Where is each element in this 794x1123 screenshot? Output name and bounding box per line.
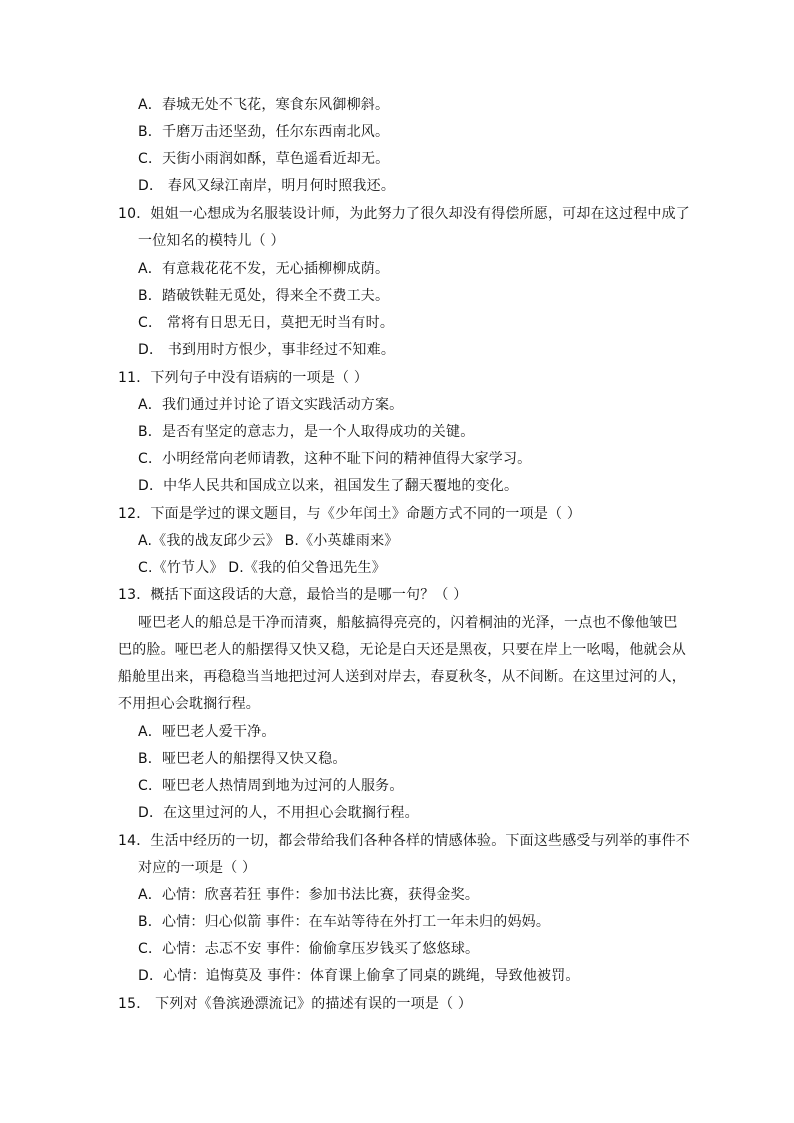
q11-option-a: A．我们通过并讨论了语文实践活动方案。 — [138, 397, 404, 413]
q13-passage-line-2: 巴的脸。哑巴老人的船摆得又快又稳，无论是白天还是黑夜，只要在岸上一吆喝，他就会从 — [118, 642, 686, 658]
q13-passage-line-3: 船舱里出来，再稳稳当当地把过河人送到对岸去，春夏秋冬，从不间断。在这里过河的人， — [118, 669, 686, 685]
q9-option-c: C．天街小雨润如酥，草色遥看近却无。 — [138, 151, 390, 167]
q13-option-c: C．哑巴老人热情周到地为过河的人服务。 — [138, 778, 404, 794]
q12-options-cd: C.《竹节人》 D.《我的伯父鲁迅先生》 — [138, 560, 386, 576]
q13-passage-line-4: 不用担心会耽搁行程。 — [118, 696, 260, 712]
q14-stem-cont: 对应的一项是（ ） — [138, 860, 257, 876]
q11-option-b: B．是否有坚定的意志力，是一个人取得成功的关键。 — [138, 424, 475, 440]
q14-option-d: D．心情：追悔莫及 事件：体育课上偷拿了同桌的跳绳，导致他被罚。 — [138, 968, 580, 984]
q13-option-b: B．哑巴老人的船摆得又快又稳。 — [138, 751, 347, 767]
q10-option-a: A．有意栽花花不发，无心插柳柳成荫。 — [138, 261, 390, 277]
q14-stem: 14．生活中经历的一切，都会带给我们各种各样的情感体验。下面这些感受与列举的事件不 — [118, 833, 691, 849]
q10-option-b: B．踏破铁鞋无觅处，得来全不费工夫。 — [138, 288, 390, 304]
q13-option-d: D．在这里过河的人，不用担心会耽搁行程。 — [138, 805, 419, 821]
q9-option-d: D． 春风又绿江南岸，明月何时照我还。 — [138, 178, 396, 194]
q11-option-d: D．中华人民共和国成立以来，祖国发生了翻天覆地的变化。 — [138, 478, 519, 494]
q13-option-a: A．哑巴老人爱干净。 — [138, 724, 276, 740]
q11-stem: 11．下列句子中没有语病的一项是（ ） — [118, 370, 369, 386]
q14-option-a: A．心情：欣喜若狂 事件：参加书法比赛，获得金奖。 — [138, 887, 480, 903]
q14-option-c: C．心情：忐忑不安 事件：偷偷拿压岁钱买了悠悠球。 — [138, 941, 480, 957]
q13-stem: 13．概括下面这段话的大意，最恰当的是哪一句？（ ） — [118, 587, 468, 603]
q10-stem-cont: 一位知名的模特儿（ ） — [138, 233, 285, 249]
q10-stem: 10．姐姐一心想成为名服装设计师，为此努力了很久却没有得偿所愿，可却在这过程中成了 — [118, 206, 691, 222]
q9-option-a: A．春城无处不飞花，寒食东风御柳斜。 — [138, 97, 390, 113]
q11-option-c: C．小明经常向老师请教，这种不耻下问的精神值得大家学习。 — [138, 451, 532, 467]
q14-option-b: B．心情：归心似箭 事件：在车站等待在外打工一年未归的妈妈。 — [138, 914, 551, 930]
q10-option-d: D． 书到用时方恨少，事非经过不知难。 — [138, 342, 396, 358]
q15-stem: 15． 下列对《鲁滨逊漂流记》的描述有误的一项是（ ） — [118, 996, 473, 1012]
q9-option-b: B．千磨万击还坚劲，任尔东西南北风。 — [138, 124, 390, 140]
q13-passage-line-1: 哑巴老人的船总是干净而清爽，船舷搞得亮亮的，闪着桐油的光泽，一点也不像他皱巴 — [138, 615, 678, 631]
q10-option-c: C． 常将有日思无日，莫把无时当有时。 — [138, 315, 395, 331]
q12-stem: 12．下面是学过的课文题目，与《少年闰土》命题方式不同的一项是（ ） — [118, 506, 582, 522]
q12-options-ab: A.《我的战友邱少云》 B.《小英雄雨来》 — [138, 533, 399, 549]
